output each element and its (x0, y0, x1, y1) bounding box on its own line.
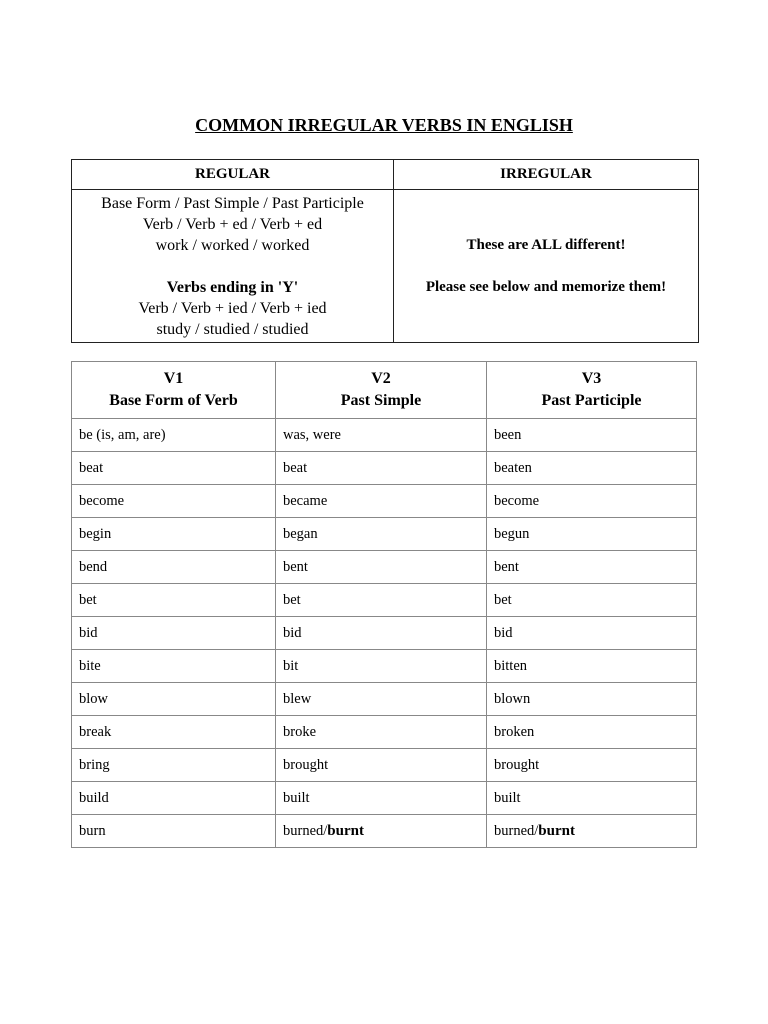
regular-line: Base Form / Past Simple / Past Participle (101, 194, 364, 212)
spacer (76, 256, 389, 277)
table-row (72, 419, 697, 452)
v3-code: V3 (581, 370, 602, 387)
v3-cell: bitten (487, 650, 697, 683)
v1-cell: blow (72, 683, 276, 716)
v1-header (72, 362, 276, 419)
table-row (72, 815, 697, 848)
table-row (72, 650, 697, 683)
table-row (72, 485, 697, 518)
v1-cell: bite (72, 650, 276, 683)
v3-cell: bent (487, 551, 697, 584)
table-row (72, 617, 697, 650)
v2-regular-form: burned/ (283, 822, 328, 839)
v2-cell: bit (276, 650, 487, 683)
irregular-header: IRREGULAR (394, 160, 699, 190)
regular-cell (72, 190, 394, 343)
spacer (398, 256, 694, 277)
summary-header-row (72, 160, 699, 190)
v2-cell: beat (276, 452, 487, 485)
irregular-verbs-table (71, 361, 697, 848)
page-title: COMMON IRREGULAR VERBS IN ENGLISH (195, 115, 573, 135)
v1-cell: burn (72, 815, 276, 848)
v1-cell: bend (72, 551, 276, 584)
table-row (72, 584, 697, 617)
v2-cell: bid (276, 617, 487, 650)
v2-cell: bet (276, 584, 487, 617)
v2-cell: blew (276, 683, 487, 716)
table-row (72, 683, 697, 716)
v2-cell: bent (276, 551, 487, 584)
v3-label: Past Participle (541, 392, 642, 409)
v3-header (487, 362, 697, 419)
v3-cell: built (487, 782, 697, 815)
irregular-cell (394, 190, 699, 343)
v3-cell: blown (487, 683, 697, 716)
regular-line: work / worked / worked (155, 236, 310, 254)
v1-cell: be (is, am, are) (72, 419, 276, 452)
irregular-note: These are ALL different! (466, 236, 626, 253)
v3-cell: begun (487, 518, 697, 551)
v2-cell: was, were (276, 419, 487, 452)
v2-cell: began (276, 518, 487, 551)
v1-cell: beat (72, 452, 276, 485)
v2-alternate-form: burnt (327, 822, 364, 839)
v3-regular-form: burned/ (494, 822, 539, 839)
v2-code: V2 (371, 370, 391, 387)
v1-cell: become (72, 485, 276, 518)
v2-cell: brought (276, 749, 487, 782)
v2-label: Past Simple (340, 392, 422, 409)
v3-cell: been (487, 419, 697, 452)
v3-cell: beaten (487, 452, 697, 485)
v2-cell (276, 815, 487, 848)
regular-header: REGULAR (72, 160, 394, 190)
v3-alternate-form: burnt (538, 822, 575, 839)
v3-cell: brought (487, 749, 697, 782)
v2-cell: became (276, 485, 487, 518)
y-verbs-line: Verb / Verb + ied / Verb + ied (138, 299, 327, 317)
v2-cell: built (276, 782, 487, 815)
v2-cell: broke (276, 716, 487, 749)
table-row (72, 782, 697, 815)
v3-cell: bid (487, 617, 697, 650)
regular-irregular-table (71, 159, 699, 343)
verbs-header-row (72, 362, 697, 419)
v2-header (276, 362, 487, 419)
y-verbs-heading: Verbs ending in 'Y' (166, 278, 299, 296)
table-row (72, 551, 697, 584)
table-row (72, 749, 697, 782)
summary-body-row (72, 190, 699, 343)
y-verbs-line: study / studied / studied (156, 320, 309, 338)
v1-cell: begin (72, 518, 276, 551)
table-row (72, 518, 697, 551)
v1-cell: bet (72, 584, 276, 617)
v1-label: Base Form of Verb (109, 392, 238, 409)
v1-cell: bid (72, 617, 276, 650)
v3-cell: become (487, 485, 697, 518)
v3-cell: broken (487, 716, 697, 749)
irregular-instruction: Please see below and memorize them! (425, 278, 667, 295)
verbs-body (72, 419, 697, 848)
v1-cell: bring (72, 749, 276, 782)
v1-code: V1 (163, 370, 184, 387)
regular-line: Verb / Verb + ed / Verb + ed (142, 215, 323, 233)
table-row (72, 452, 697, 485)
table-row (72, 716, 697, 749)
v1-cell: build (72, 782, 276, 815)
v3-cell (487, 815, 697, 848)
v3-cell: bet (487, 584, 697, 617)
v1-cell: break (72, 716, 276, 749)
